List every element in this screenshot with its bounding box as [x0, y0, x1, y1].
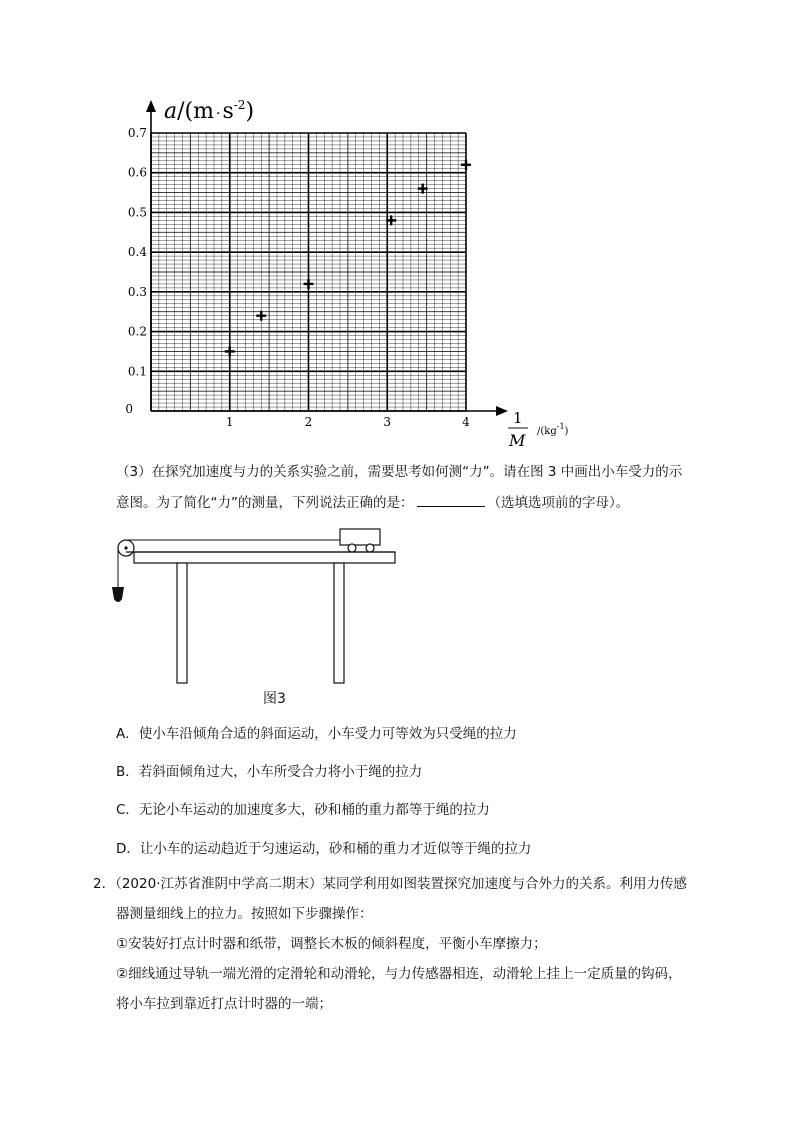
x-tick-label: 4 [462, 415, 470, 429]
x-axis-unit: $/(kg^{-1})$ [537, 422, 569, 437]
option-c: C．无论小车运动的加速度多大，砂和桶的重力都等于绳的拉力 [116, 802, 490, 818]
table-top [134, 552, 395, 563]
question-3-line-2 [116, 492, 629, 513]
y-tick-label: 0.4 [127, 245, 147, 260]
axes [146, 100, 508, 416]
data-point [225, 346, 235, 356]
y-tick-label: 0.3 [127, 284, 147, 299]
figure-3-caption: 图3 [263, 691, 286, 707]
tick-labels [125, 126, 470, 429]
x-tick-label: 1 [225, 415, 234, 429]
sand-bucket [112, 587, 124, 602]
table-leg-right [334, 563, 344, 683]
figure-3-apparatus [100, 525, 410, 690]
problem-2-line-2: 器测量细线上的拉力。按照如下步骤操作： [116, 906, 373, 922]
x-tick-label: 2 [304, 415, 313, 429]
problem-2-step-2-line-2: 将小车拉到靠近打点计时器的一端； [116, 996, 332, 1012]
question-3-line-2-hint: （选填选项前的字母）。 [487, 495, 630, 511]
data-point [304, 279, 314, 289]
data-point [461, 160, 471, 170]
cart [340, 529, 380, 545]
option-d: D．让小车的运动趋近于匀速运动，砂和桶的重力才近似等于绳的拉力 [116, 841, 532, 857]
option-a: A．使小车沿倾角合适的斜面运动，小车受力可等效为只受绳的拉力 [116, 726, 517, 742]
y-tick-label: 0.7 [127, 126, 147, 140]
option-b: B．若斜面倾角过大，小车所受合力将小于绳的拉力 [116, 764, 423, 780]
data-point [256, 311, 266, 321]
answer-blank[interactable] [417, 492, 485, 507]
cart-wheel-left [348, 544, 356, 552]
problem-2-line-1: 2．（2020·江苏省淮阴中学高二期末）某同学利用如图装置探究加速度与合外力的关系。利用力传感 [93, 876, 687, 892]
y-tick-label: 0.1 [127, 364, 147, 379]
problem-2-step-2-line-1: ②细线通过导轨一端光滑的定滑轮和动滑轮，与力传感器相连，动滑轮上挂上一定质量的钩码， [116, 966, 682, 982]
y-tick-label: 0.2 [127, 324, 147, 339]
question-3-line-1: （3）在探究加速度与力的关系实验之前，需要思考如何测“力”。请在图 3 中画出小车受力的示 [116, 464, 683, 480]
y-axis-arrow [146, 100, 156, 112]
x-axis-label-numerator: 1 [513, 409, 523, 427]
y-tick-label: 0.5 [127, 205, 147, 220]
table-leg-left [177, 563, 187, 683]
x-tick-label: 3 [383, 415, 392, 429]
problem-2-step-1: ①安装好打点计时器和纸带，调整长木板的倾斜程度，平衡小车摩擦力； [116, 936, 547, 952]
acceleration-vs-inverse-mass-chart [0, 0, 794, 460]
origin-label: 0 [125, 402, 133, 416]
cart-wheel-right [366, 544, 374, 552]
y-axis-label: $a/(m \cdot s^{-2})$ [164, 98, 255, 124]
question-3-line-2-text: 意图。为了简化“力”的测量，下列说法正确的是： [116, 495, 414, 511]
x-axis-arrow [496, 406, 508, 416]
y-tick-label: 0.6 [127, 165, 147, 180]
x-axis-label-denominator: M [509, 431, 526, 450]
